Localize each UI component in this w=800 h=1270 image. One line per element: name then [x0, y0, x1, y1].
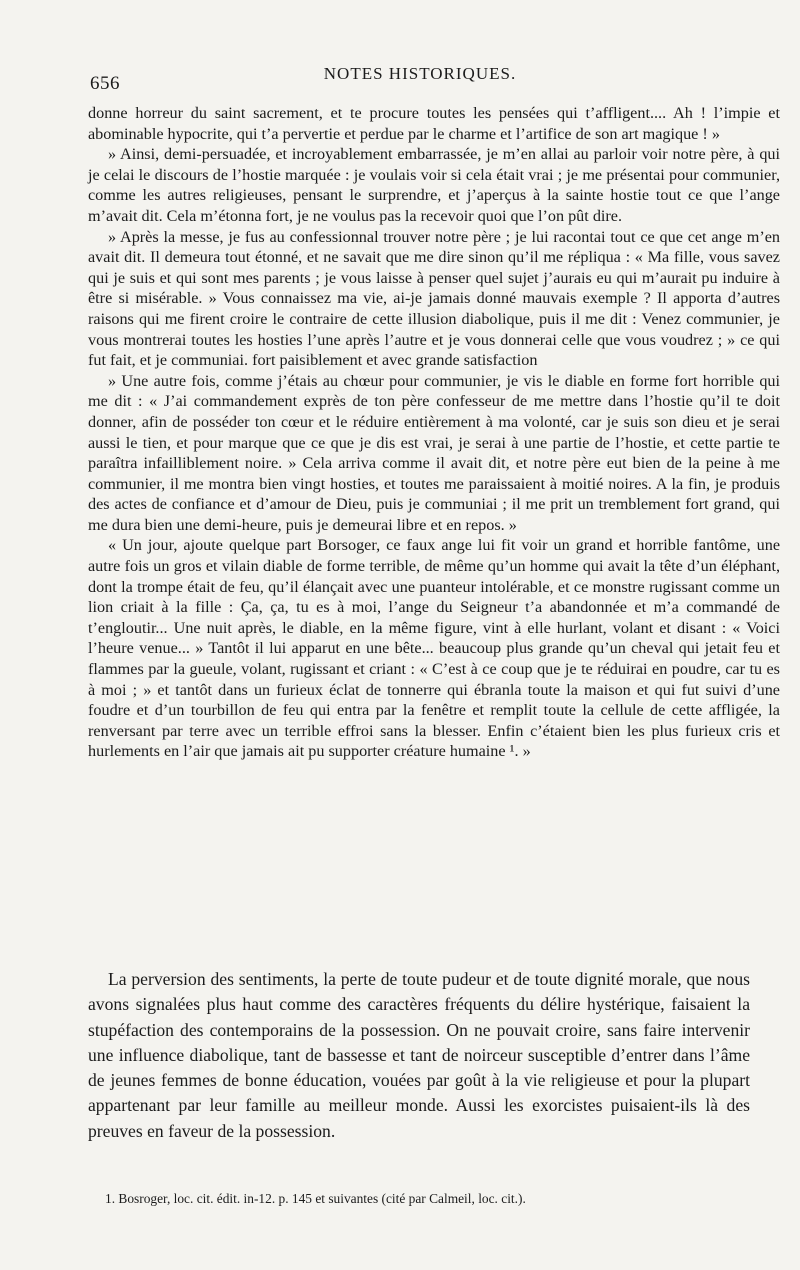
quote-paragraph: donne horreur du saint sacrement, et te procure toutes les pensées qui t’affligent.... Ah ! l’impie et abominable hypocrite, qui t’a pervertie et perdue par le charme et l’artifice de son art magique ! »	[88, 104, 780, 143]
main-text	[88, 967, 750, 1144]
quote-paragraph: » Ainsi, demi-persuadée, et incroyablement embarrassée, je m’en allai au parloir voir notre père, à qui je celai le discours de l’hostie marquée : je voulais voir si cela était vrai ; je me présentai pour communier, comme les autres religieuses, pensant le surprendre, et j’aperçus à la sainte hostie tout ce que l’ange m’avait dit. Cela m’étonna fort, je ne voulus pas la recevoir quoi que l’on pût dire.	[88, 145, 780, 225]
footnote: 1. Bosroger, loc. cit. édit. in-12. p. 145 et suivantes (cité par Calmeil, loc. cit.).	[105, 1191, 526, 1206]
page-header	[90, 60, 750, 94]
quote-paragraph: » Après la messe, je fus au confessionnal trouver notre père ; je lui racontai tout ce que cet ange m’en avait dit. Il demeura tout étonné, et ne savait que me dire sinon qu’il me répliqua : « Ma fille, vous savez qui je suis et qui sont mes parents ; je vous laisse à penser quel sujet j’aurais eu qui m’aurait pu induire à être si misérable. » Vous connaissez ma vie, ai-je jamais donné mauvais exemple ? Il apporta d’autres raisons qui me firent croire le contraire de cette illusion diabolique, puis il me dit : Venez communier, je vous montrerai toutes les hosties l’une après l’autre et je vous donnerai celle que vous voudrez ; » ce qui fut fait, et je communiai. fort paisiblement et avec grande satisfaction	[88, 227, 780, 370]
quote-paragraph: » Une autre fois, comme j’étais au chœur pour communier, je vis le diable en forme fort horrible qui me dit : « J’ai commandement exprès de ton père confesseur de me mettre dans l’hostie qu’il te doit donner, afin de posséder ton cœur et le réduire entièrement à ma volonté, car je suis son dieu et je serai aussi le tien, et pour marque que ce que je dis est vrai, je serai à une partie de l’hostie, et cette partie te paraîtra infailliblement noire. » Cela arriva comme il avait dit, et notre père eut bien de la peine à me communier, il me montra bien vingt hosties, et toutes me paraissaient à moitié noires. A la fin, je produis des actes de confiance et d’amour de Dieu, puis je communiai ; il me prit un tremblement fort grand, qui me dura bien une demi-heure, puis je demeurai libre et en repos. »	[88, 371, 780, 534]
running-title: NOTES HISTORIQUES.	[323, 64, 517, 83]
quote-paragraph: « Un jour, ajoute quelque part Borsoger, ce faux ange lui fit voir un grand et horrible fantôme, une autre fois un gros et vilain diable de forme terrible, de même qu’un homme qui avait la tête d’un éléphant, dont la trompe était de feu, qu’il élançait avec une puanteur intolérable, et ce monstre rugissant comme un lion criait à la fille : Ça, ça, tu es à moi, l’ange du Seigneur t’a abandonnée et m’a commandé de t’engloutir... Une nuit après, le diable, en la même figure, vint à elle hurlant, volant et disant : « Voici l’heure venue... » Tantôt il lui apparut en une bête... beaucoup plus grande qu’un cheval qui jetait feu et flammes par la gueule, volant, rugissant et criant : « C’est à ce coup que je te réduirai en poudre, car tu es à moi ; » et tantôt dans un furieux éclat de tonnerre qui ébranla toute la maison et qui fut suivi d’une foudre et d’un tourbillon de feu qui entra par la fenêtre et remplit toute la cellule de cette affligée, la renversant par terre avec un terrible effroi sans la blesser. Enfin c’étaient bien les plus furieux cris et hurlements en l’air que jamais ait pu supporter créature humaine ¹. »	[88, 536, 780, 761]
quoted-testimony	[88, 103, 780, 762]
body-paragraph: La perversion des sentiments, la perte de toute pudeur et de toute dignité morale, que nous avons signalées plus haut comme des caractères fréquents du délire hystérique, faisaient la stupéfaction des contemporains de la possession. On ne pouvait croire, sans faire intervenir une influence diabolique, tant de bassesse et tant de noirceur susceptible d’entrer dans l’âme de jeunes femmes de bonne éducation, vouées par goût à la vie religieuse et pour la plupart appartenant par leur famille au meilleur monde. Aussi les exorcistes puisaient-ils là des preuves en faveur de la possession.	[88, 969, 750, 1141]
page-number: 656	[90, 73, 120, 94]
